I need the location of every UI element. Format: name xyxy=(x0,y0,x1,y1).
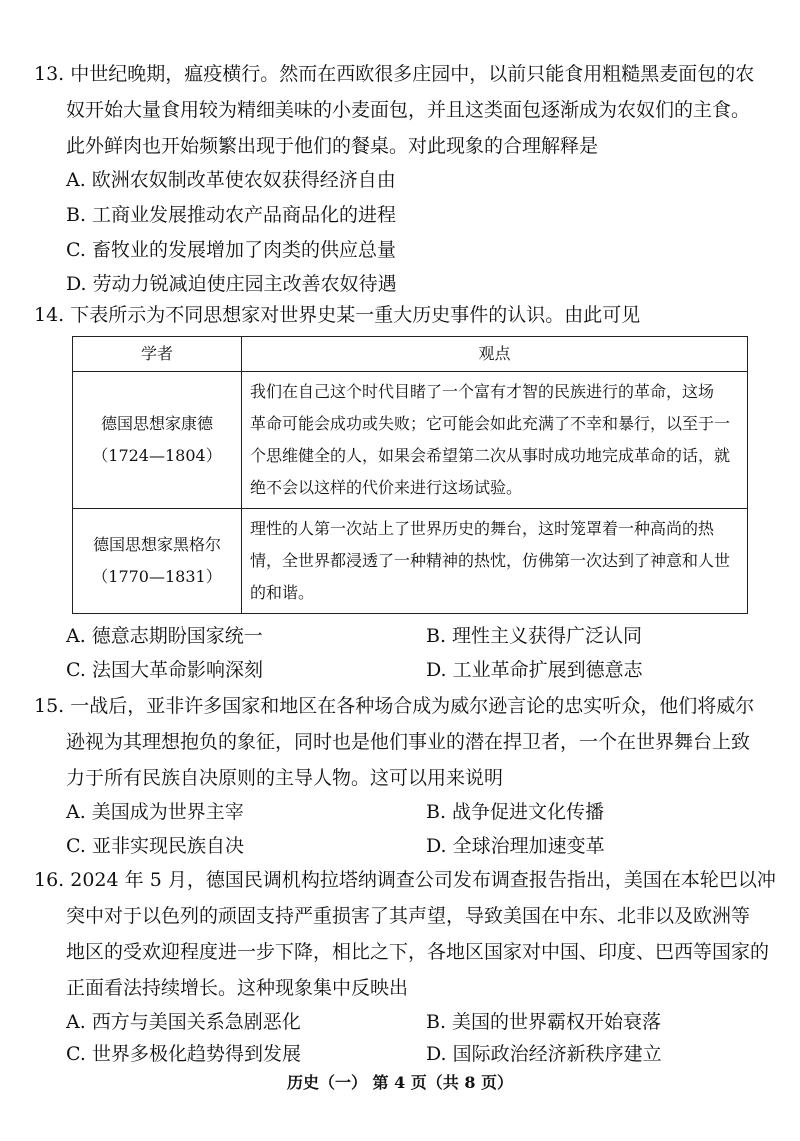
q15-stem-line-3: 力于所有民族自决原则的主导人物。这可以用来说明 xyxy=(66,767,504,789)
q15-stem-line-1: 15. 一战后，亚非许多国家和地区在各种场合成为威尔逊言论的忠实听众，他们将威尔 xyxy=(34,695,755,717)
table-header-row xyxy=(73,337,748,372)
q16-stem-line-3: 地区的受欢迎程度进一步下降，相比之下，各地区国家对中国、印度、巴西等国家的 xyxy=(66,941,770,963)
scholar-years: （1770—1831） xyxy=(92,567,222,586)
q13-option-d[interactable]: D. 劳动力锐减迫使庄园主改善农奴待遇 xyxy=(66,273,397,295)
q16-stem-line-2: 突中对于以色列的顽固支持严重损害了其声望，导致美国在中东、北非以及欧洲等 xyxy=(66,905,751,927)
q13-stem-line-1: 13. 中世纪晚期，瘟疫横行。然而在西欧很多庄园中，以前只能食用粗糙黑麦面包的农 xyxy=(34,63,755,85)
view-line: 我们在自己这个时代目睹了一个富有才智的民族进行的革命，这场 xyxy=(250,382,715,401)
q14-option-d[interactable]: D. 工业革命扩展到德意志 xyxy=(426,659,643,681)
q13-option-c[interactable]: C. 畜牧业的发展增加了肉类的供应总量 xyxy=(66,239,396,261)
view-line: 绝不会以这样的代价来进行这场试验。 xyxy=(250,478,523,497)
view-line: 理性的人第一次站上了世界历史的舞台，这时笼罩着一种高尚的热 xyxy=(250,519,715,538)
q13-option-b[interactable]: B. 工商业发展推动农产品商品化的进程 xyxy=(66,204,397,226)
q15-option-a[interactable]: A. 美国成为世界主宰 xyxy=(66,801,244,823)
scholar-years: （1724—1804） xyxy=(92,446,222,465)
table-row-kant xyxy=(73,372,748,509)
scholar-cell-kant xyxy=(73,372,242,509)
thinkers-views-table xyxy=(72,336,748,614)
q14-option-c[interactable]: C. 法国大革命影响深刻 xyxy=(66,659,263,681)
header-scholar: 学者 xyxy=(73,337,242,372)
view-line: 革命可能会成功或失败；它可能会如此充满了不幸和暴行，以至于一 xyxy=(250,414,731,433)
table-row-hegel xyxy=(73,509,748,614)
q14-option-b[interactable]: B. 理性主义获得广泛认同 xyxy=(426,625,643,647)
q13-stem-line-3: 此外鲜肉也开始频繁出现于他们的餐桌。对此现象的合理解释是 xyxy=(66,135,599,157)
q15-option-b[interactable]: B. 战争促进文化传播 xyxy=(426,801,605,823)
q13-stem-line-2: 奴开始大量食用较为精细美味的小麦面包，并且这类面包逐渐成为农奴们的主食。 xyxy=(66,99,751,121)
q16-option-b[interactable]: B. 美国的世界霸权开始衰落 xyxy=(426,1011,662,1033)
view-cell-kant xyxy=(242,372,748,509)
q15-stem-line-2: 逊视为其理想抱负的象征，同时也是他们事业的潜在捍卫者，一个在世界舞台上致 xyxy=(66,731,751,753)
scholar-name: 德国思想家康德 xyxy=(100,414,213,433)
view-line: 情，全世界都浸透了一种精神的热忱，仿佛第一次达到了神意和人世 xyxy=(250,551,731,570)
page-footer: 历史（一） 第 4 页（共 8 页） xyxy=(286,1073,514,1092)
header-view: 观点 xyxy=(242,337,748,372)
scholar-cell-hegel xyxy=(73,509,242,614)
view-line: 个思维健全的人，如果会希望第二次从事时成功地完成革命的话，就 xyxy=(250,446,731,465)
q15-option-d[interactable]: D. 全球治理加速变革 xyxy=(426,835,605,857)
q15-option-c[interactable]: C. 亚非实现民族自决 xyxy=(66,835,244,857)
q16-stem-line-4: 正面看法持续增长。这种现象集中反映出 xyxy=(66,977,409,999)
q14-stem: 14. 下表所示为不同思想家对世界史某一重大历史事件的认识。由此可见 xyxy=(34,304,641,326)
q16-option-d[interactable]: D. 国际政治经济新秩序建立 xyxy=(426,1043,662,1065)
q16-option-a[interactable]: A. 西方与美国关系急剧恶化 xyxy=(66,1011,301,1033)
q16-option-c[interactable]: C. 世界多极化趋势得到发展 xyxy=(66,1043,301,1065)
view-cell-hegel xyxy=(242,509,748,614)
view-line: 的和谐。 xyxy=(250,583,315,602)
q14-option-a[interactable]: A. 德意志期盼国家统一 xyxy=(66,625,263,647)
q13-option-a[interactable]: A. 欧洲农奴制改革使农奴获得经济自由 xyxy=(66,169,396,191)
q16-stem-line-1: 16. 2024 年 5 月，德国民调机构拉塔纳调查公司发布调查报告指出，美国在本轮巴以冲 xyxy=(34,869,776,891)
scholar-name: 德国思想家黑格尔 xyxy=(92,535,221,554)
